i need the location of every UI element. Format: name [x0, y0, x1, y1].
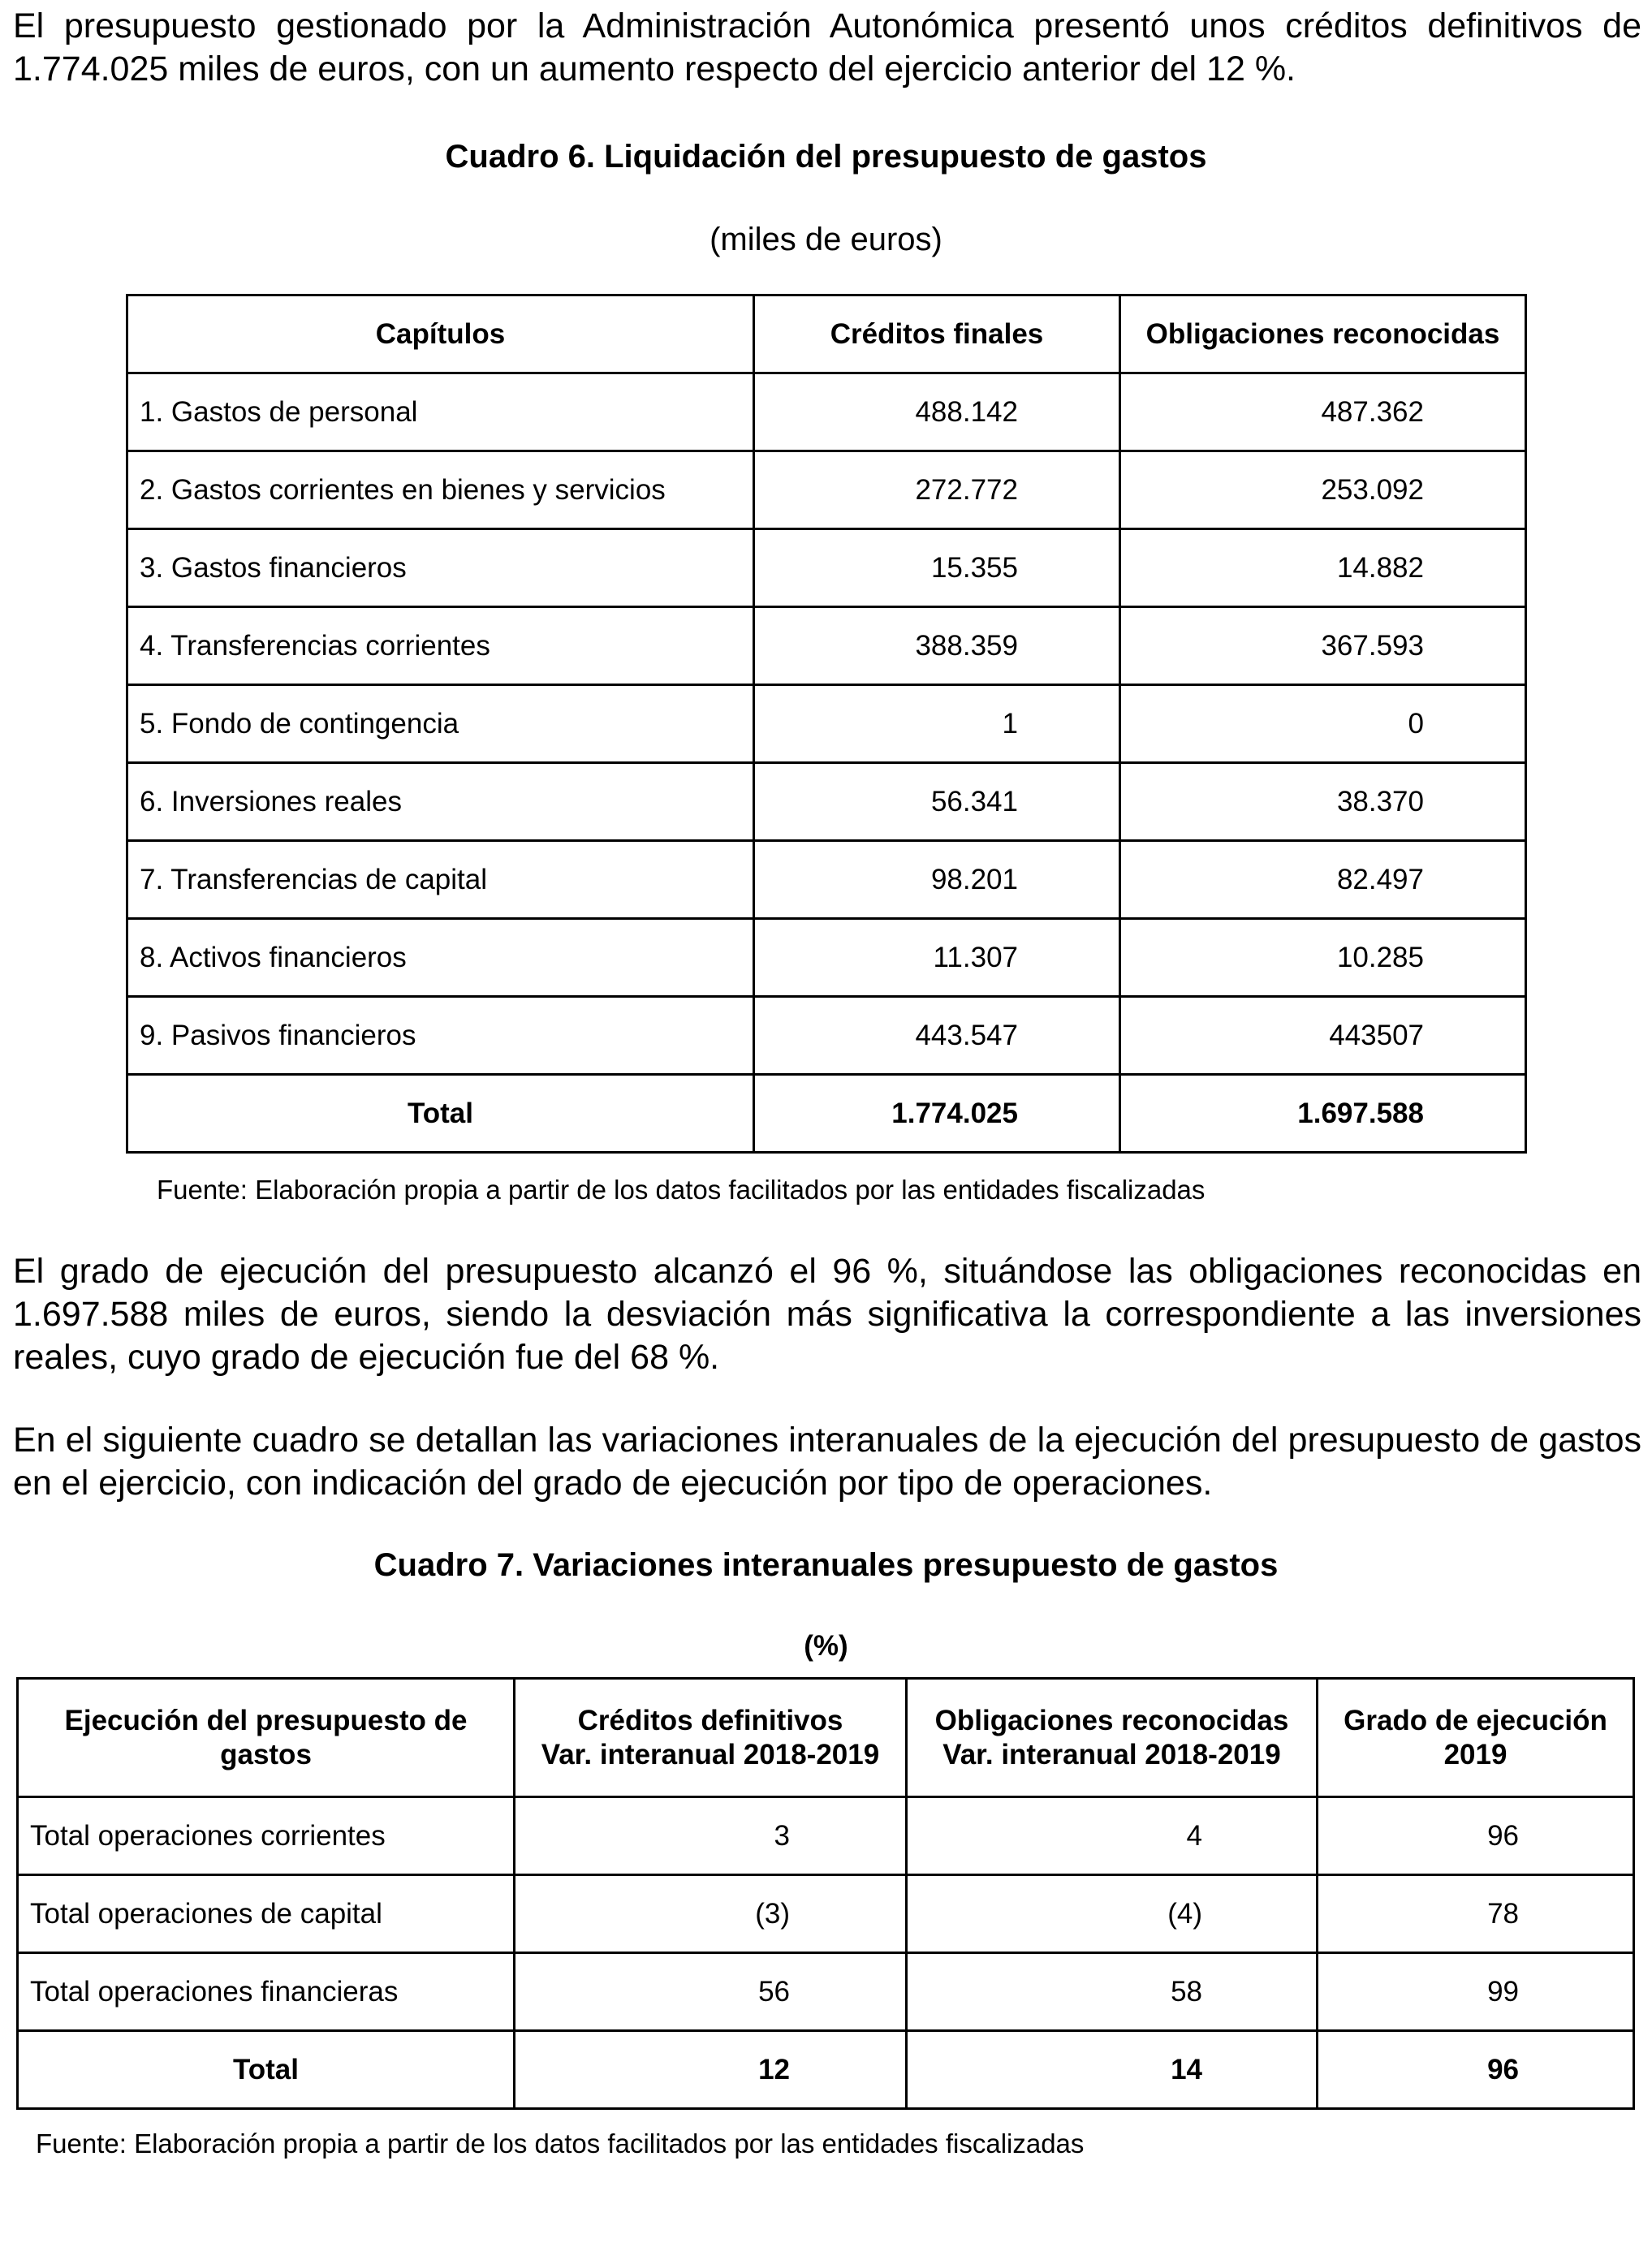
creditos-value: 443.547: [754, 997, 1120, 1075]
table-row: [127, 607, 1526, 685]
row-label: Total operaciones financieras: [18, 1953, 515, 2031]
table-row: [127, 373, 1526, 451]
table-row: [18, 1797, 1634, 1875]
total-label: Total: [18, 2031, 515, 2109]
table-row: [127, 529, 1526, 607]
obligaciones-value: 443507: [1120, 997, 1526, 1075]
obligaciones-value: 10.285: [1120, 919, 1526, 997]
table7-caption: Cuadro 7. Variaciones interanuales presupuesto de gastos: [373, 1547, 1279, 1583]
table6-caption: Cuadro 6. Liquidación del presupuesto de gastos: [445, 139, 1207, 175]
obligaciones-variation: (4): [907, 1875, 1318, 1953]
table6-header-capitulos: Capítulos: [127, 295, 754, 373]
obligaciones-value: 0: [1120, 685, 1526, 763]
total-creditos: 1.774.025: [754, 1075, 1120, 1153]
table7-unit: (%): [804, 1630, 848, 1662]
execution-paragraph: El grado de ejecución del presupuesto alcanzó el 96 %, situándose las obligaciones reconocidas en 1.697.588 miles de euros, siendo la desviación más significativa la correspondiente a las inversiones reales, cuyo grado de ejecución fue del 68 %.: [13, 1252, 1641, 1377]
table-row: [18, 1875, 1634, 1953]
obligaciones-value: 367.593: [1120, 607, 1526, 685]
row-label: 6. Inversiones reales: [127, 763, 754, 841]
row-label: 3. Gastos financieros: [127, 529, 754, 607]
creditos-value: 15.355: [754, 529, 1120, 607]
table7-header-ejecucion: Ejecución del presupuesto de gastos: [18, 1679, 515, 1797]
obligaciones-value: 253.092: [1120, 451, 1526, 529]
table6-header-creditos: Créditos finales: [754, 295, 1120, 373]
table-row: [127, 841, 1526, 919]
creditos-value: 11.307: [754, 919, 1120, 997]
obligaciones-value: 14.882: [1120, 529, 1526, 607]
table-row: [127, 919, 1526, 997]
table6-budget-liquidation: [126, 294, 1527, 1154]
table6-unit: (miles de euros): [710, 222, 942, 257]
creditos-value: 388.359: [754, 607, 1120, 685]
obligaciones-value: 82.497: [1120, 841, 1526, 919]
table6-total-row: [127, 1075, 1526, 1153]
table-row: [127, 685, 1526, 763]
row-label: 2. Gastos corrientes en bienes y servicios: [127, 451, 754, 529]
row-label: 5. Fondo de contingencia: [127, 685, 754, 763]
grado-ejecucion: 99: [1318, 1953, 1634, 2031]
creditos-value: 488.142: [754, 373, 1120, 451]
total-grado: 96: [1318, 2031, 1634, 2109]
row-label: Total operaciones de capital: [18, 1875, 515, 1953]
creditos-variation: (3): [515, 1875, 907, 1953]
table7-source: Fuente: Elaboración propia a partir de los datos facilitados por las entidades fiscalizadas: [36, 2128, 1085, 2159]
obligaciones-value: 38.370: [1120, 763, 1526, 841]
grado-ejecucion: 78: [1318, 1875, 1634, 1953]
row-label: 4. Transferencias corrientes: [127, 607, 754, 685]
row-label: Total operaciones corrientes: [18, 1797, 515, 1875]
obligaciones-variation: 58: [907, 1953, 1318, 2031]
creditos-value: 98.201: [754, 841, 1120, 919]
table6-source: Fuente: Elaboración propia a partir de los datos facilitados por las entidades fiscalizadas: [157, 1175, 1206, 1205]
total-obligaciones: 1.697.588: [1120, 1075, 1526, 1153]
creditos-variation: 56: [515, 1953, 907, 2031]
total-label: Total: [127, 1075, 754, 1153]
table-row: [18, 1953, 1634, 2031]
variations-intro-paragraph: En el siguiente cuadro se detallan las variaciones interanuales de la ejecución del presupuesto de gastos en el ejercicio, con indicación del grado de ejecución por tipo de operaciones.: [13, 1421, 1641, 1503]
table7-total-row: [18, 2031, 1634, 2109]
table7-header-grado: Grado de ejecución 2019: [1318, 1679, 1634, 1797]
table7-header-creditos: Créditos definitivos Var. interanual 2018-2019: [515, 1679, 907, 1797]
table6-header-row: [127, 295, 1526, 373]
row-label: 9. Pasivos financieros: [127, 997, 754, 1075]
obligaciones-variation: 4: [907, 1797, 1318, 1875]
creditos-value: 272.772: [754, 451, 1120, 529]
table7-header-row: [18, 1679, 1634, 1797]
row-label: 1. Gastos de personal: [127, 373, 754, 451]
total-obligaciones: 14: [907, 2031, 1318, 2109]
row-label: 8. Activos financieros: [127, 919, 754, 997]
row-label: 7. Transferencias de capital: [127, 841, 754, 919]
table-row: [127, 997, 1526, 1075]
table-row: [127, 763, 1526, 841]
intro-paragraph: El presupuesto gestionado por la Administración Autonómica presentó unos créditos definitivos de 1.774.025 miles de euros, con un aumento respecto del ejercicio anterior del 12 %.: [13, 6, 1641, 88]
table7-interannual-variations: [16, 1677, 1635, 2110]
total-creditos: 12: [515, 2031, 907, 2109]
obligaciones-value: 487.362: [1120, 373, 1526, 451]
creditos-value: 1: [754, 685, 1120, 763]
table7-header-obligaciones: Obligaciones reconocidas Var. interanual 2018-2019: [907, 1679, 1318, 1797]
table6-header-obligaciones: Obligaciones reconocidas: [1120, 295, 1526, 373]
grado-ejecucion: 96: [1318, 1797, 1634, 1875]
creditos-value: 56.341: [754, 763, 1120, 841]
table-row: [127, 451, 1526, 529]
creditos-variation: 3: [515, 1797, 907, 1875]
